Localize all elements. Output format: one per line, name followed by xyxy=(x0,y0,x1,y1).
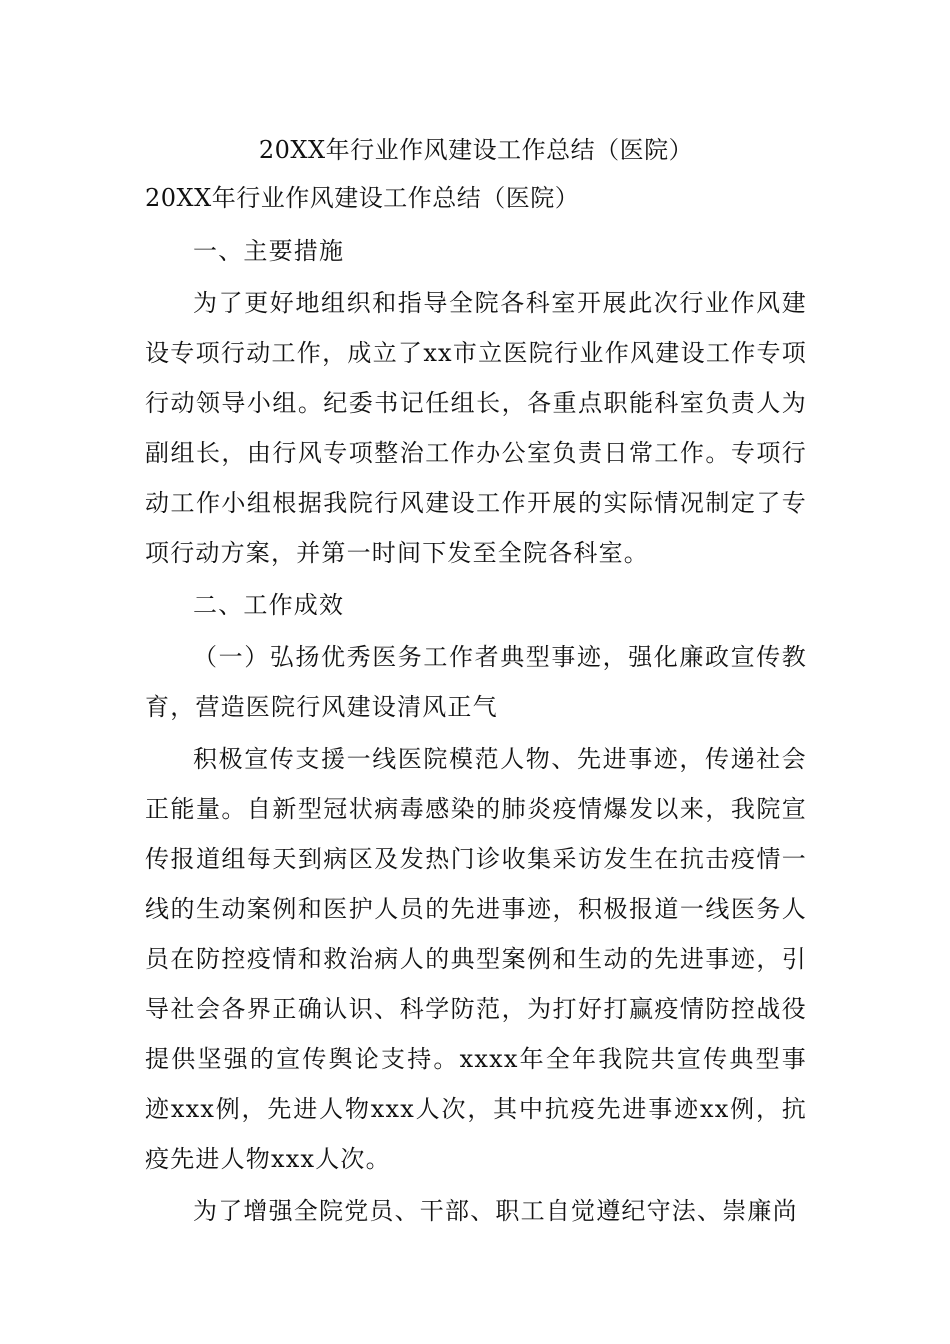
subsection-heading-promotion: （一）弘扬优秀医务工作者典型事迹，强化廉政宣传教育，营造医院行风建设清风正气 xyxy=(145,643,807,721)
document-title: 20XX年行业作风建设工作总结（医院） xyxy=(258,136,694,164)
document-page xyxy=(145,130,807,1236)
paragraph-main-measures: 为了更好地组织和指导全院各科室开展此次行业作风建设专项行动工作，成立了xx市立医院行业作风建设工作专项行动领导小组。纪委书记任组长，各重点职能科室负责人为副组长，由行风专项整治工作办公室负责日常工作。专项行动工作小组根据我院行风建设工作开展的实际情况制定了专项行动方案，并第一时间下发至全院各科室。 xyxy=(145,289,807,567)
paragraph-last: 为了增强全院党员、干部、职工自觉遵纪守法、崇廉尚 xyxy=(193,1197,798,1225)
section-heading-work-results: 二、工作成效 xyxy=(193,591,345,619)
paragraph-promotion: 积极宣传支援一线医院模范人物、先进事迹，传递社会正能量。自新型冠状病毒感染的肺炎疫情爆发以来，我院宣传报道组每天到病区及发热门诊收集采访发生在抗击疫情一线的生动案例和医护人员的先进事迹，积极报道一线医务人员在防控疫情和救治病人的典型案例和生动的先进事迹，引导社会各界正确认识、科学防范，为打好打赢疫情防控战役提供坚强的宣传舆论支持。xxxx年全年我院共宣传典型事迹xxx例，先进人物xxx人次，其中抗疫先进事迹xx例，抗疫先进人物xxx人次。 xyxy=(145,745,807,1173)
section-heading-main-measures: 一、主要措施 xyxy=(193,237,345,265)
document-subtitle: 20XX年行业作风建设工作总结（医院） xyxy=(145,184,580,212)
